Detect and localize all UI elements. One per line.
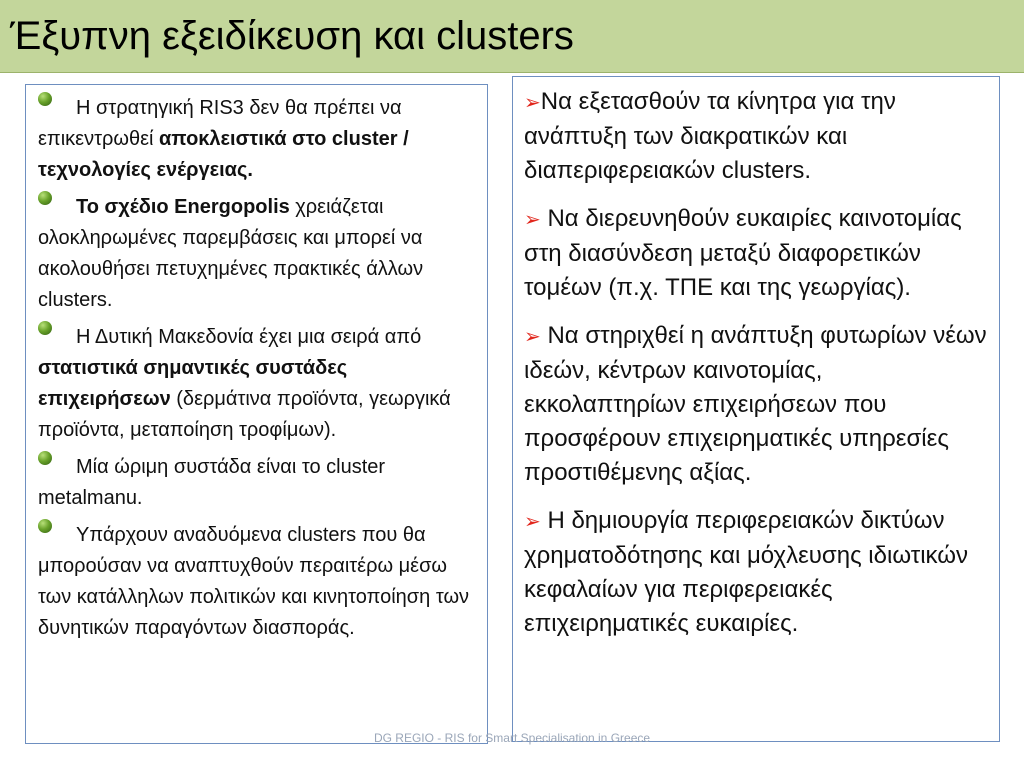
right-arrow-item: ➢ Η δημιουργία περιφερειακών δικτύων χρηματοδότησης και μόχλευσης ιδιωτικών κεφαλαίων για περιφερειακές επιχειρηματικές ευκαιρίες. [524,507,968,637]
right-arrow-item: ➢ Να διερευνηθούν ευκαιρίες καινοτομίας στη διασύνδεση μεταξύ διαφορετικών τομέων (π.χ. ΤΠΕ και της γεωργίας). [524,205,962,301]
left-bullet-item: Η Δυτική Μακεδονία έχει μια σειρά από στατιστικά σημαντικές συστάδες επιχειρήσεων (δερμάτινα προϊόντα, γεωργικά προϊόντα, μεταποίηση τροφίμων). [38,322,477,446]
green-bullet-icon [38,519,52,533]
left-bullet-item: Μία ώριμη συστάδα είναι το cluster metalmanu. [38,452,477,514]
arrow-bullet-icon: ➢ [524,92,541,114]
left-bullet-item: Η στρατηγική RIS3 δεν θα πρέπει να επικεντρωθεί αποκλειστικά στο cluster / τεχνολογίες ενέργειας. [38,93,477,186]
arrow-bullet-icon: ➢ [524,511,541,533]
left-bullet-item: Υπάρχουν αναδυόμενα clusters που θα μπορούσαν να αναπτυχθούν περαιτέρω μέσω των κατάλληλων πολιτικών και κινητοποίηση των δυνητικών παραγόντων διασποράς. [38,520,477,644]
title-bar [0,0,1024,73]
footer-text: DG REGIO - RIS for Smart Specialisation in Greece [373,731,651,745]
right-text-box [512,76,1000,742]
right-arrow-item: ➢ Να στηριχθεί η ανάπτυξη φυτωρίων νέων ιδεών, κέντρων καινοτομίας, εκκολαπτηρίων επιχειρήσεων που προσφέρουν επιχειρηματικές υπηρεσίες προστιθέμενης αξίας. [524,322,987,486]
right-arrow-item: ➢Να εξετασθούν τα κίνητρα για την ανάπτυξη των διακρατικών και διαπεριφερειακών clusters. [524,88,896,184]
green-bullet-icon [38,92,52,106]
green-bullet-icon [38,451,52,465]
slide-title: Έξυπνη εξειδίκευση και clusters [10,14,574,58]
arrow-bullet-icon: ➢ [524,209,541,231]
arrow-bullet-icon: ➢ [524,326,541,348]
left-bullet-item: Το σχέδιο Energopolis χρειάζεται ολοκληρωμένες παρεμβάσεις και μπορεί να ακολουθήσει πετυχημένες πρακτικές άλλων clusters. [38,192,477,316]
green-bullet-icon [38,191,52,205]
green-bullet-icon [38,321,52,335]
left-text-box [25,84,488,744]
